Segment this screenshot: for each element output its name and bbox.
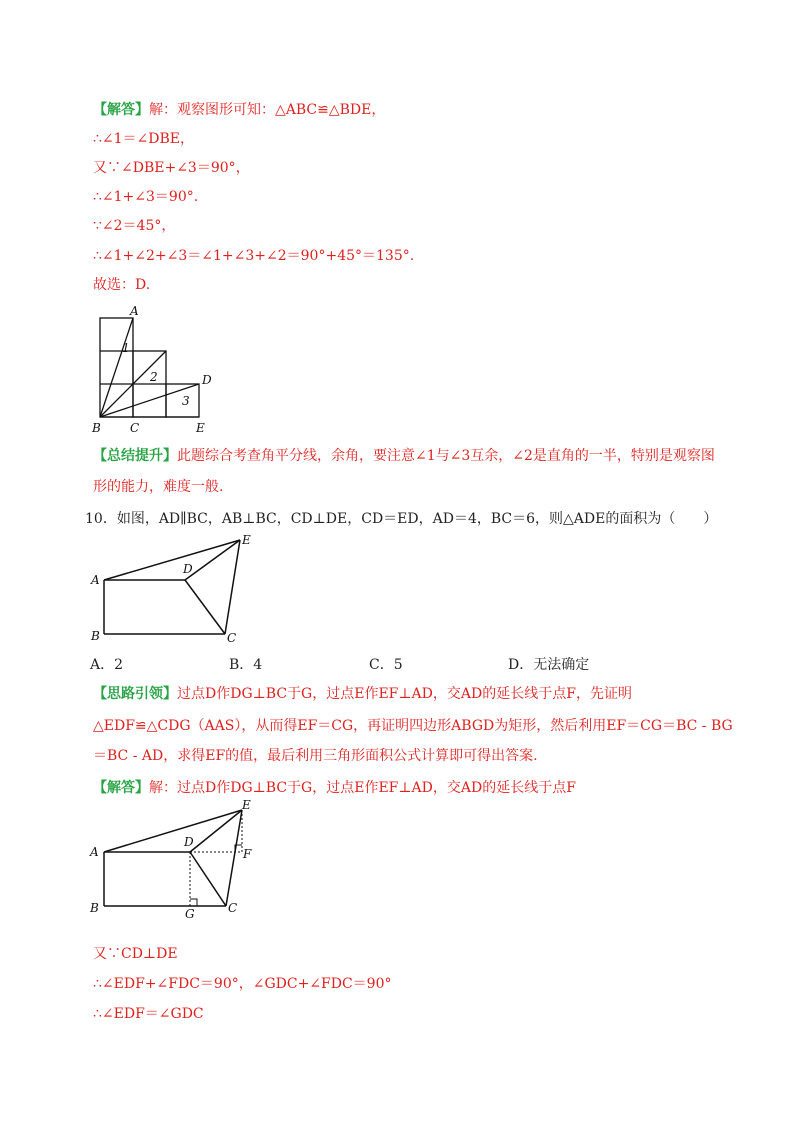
figure-q10-solution [86, 800, 261, 920]
fig2-label-D: D [183, 562, 193, 576]
answer2-tag: 【解答】 [93, 780, 149, 796]
answer1-line-6: ∴∠1+∠2+∠3＝∠1+∠3+∠2＝90°+45°＝135°. [93, 248, 415, 264]
fig1-label-1: 1 [122, 341, 130, 355]
question-10: 10．如图，AD∥BC，AB⊥BC，CD⊥DE，CD＝ED，AD＝4，BC＝6，则△ADE的面积为（ ） [85, 511, 718, 527]
hint-tag: 【思路引领】 [93, 686, 177, 702]
fig3-label-G: G [185, 907, 195, 920]
option-d: D．无法确定 [508, 657, 590, 673]
option-b: B．4 [229, 657, 263, 673]
option-a: A．2 [90, 657, 124, 673]
fig1-label-C: C [130, 421, 140, 435]
summary-line-1 [93, 447, 715, 465]
fig3-label-C: C [228, 901, 238, 915]
fig3-label-F: F [243, 847, 252, 861]
answer1-line-7: 故选：D. [93, 277, 151, 293]
fig2-label-B: B [91, 629, 100, 643]
fig3-label-D: D [184, 835, 194, 849]
fig1-label-2: 2 [150, 370, 158, 384]
option-c: C．5 [369, 657, 403, 673]
answer1-line-4: ∴∠1+∠3＝90°. [93, 189, 199, 205]
figure-grid-angles [86, 302, 236, 438]
fig2-label-C: C [227, 631, 237, 645]
step-line-3: ∴∠EDF＝∠GDC [93, 1006, 204, 1022]
step-line-2: ∴∠EDF+∠FDC＝90°，∠GDC+∠FDC＝90° [93, 976, 392, 992]
figure-q10 [88, 530, 258, 645]
fig1-label-A: A [130, 304, 139, 318]
hint-line-2: △EDF≌△CDG（AAS），从而得EF＝CG，再证明四边形ABGD为矩形，然后利用EF＝CG＝BC - BG [93, 718, 733, 734]
answer2-text-1: 解：过点D作DG⊥BC于G，过点E作EF⊥AD，交AD的延长线于点F [149, 780, 576, 796]
answer1-line-1 [93, 101, 385, 119]
answer-tag: 【解答】 [93, 102, 149, 118]
summary-tag: 【总结提升】 [93, 448, 177, 464]
fig2-label-A: A [91, 573, 100, 587]
fig1-label-3: 3 [182, 394, 190, 408]
fig3-label-B: B [90, 901, 99, 915]
fig1-label-E: E [196, 421, 205, 435]
answer1-line-3: 又∵∠DBE+∠3＝90°， [93, 160, 250, 176]
step-line-1: 又∵CD⊥DE [93, 946, 178, 962]
fig3-label-E: E [242, 800, 251, 812]
fig1-label-B: B [92, 421, 101, 435]
hint-line-1 [93, 685, 632, 703]
hint-text-1: 过点D作DG⊥BC于G，过点E作EF⊥AD，交AD的延长线于点F，先证明 [177, 686, 632, 702]
summary-line-2: 形的能力，难度一般. [93, 479, 224, 495]
summary-text-1: 此题综合考查角平分线，余角，要注意∠1与∠3互余，∠2是直角的一半，特别是观察图 [177, 448, 715, 464]
fig1-label-D: D [202, 373, 212, 387]
fig2-label-E: E [242, 533, 251, 547]
answer1-line-5: ∵∠2＝45°， [93, 218, 176, 234]
answer1-line-2: ∴∠1＝∠DBE， [93, 131, 195, 147]
answer2-line-1 [93, 779, 576, 797]
answer1-text-1: 解：观察图形可知：△ABC≌△BDE， [149, 102, 386, 118]
fig3-label-A: A [90, 845, 99, 859]
hint-line-3: ＝BC - AD，求得EF的值，最后利用三角形面积公式计算即可得出答案. [93, 748, 538, 764]
